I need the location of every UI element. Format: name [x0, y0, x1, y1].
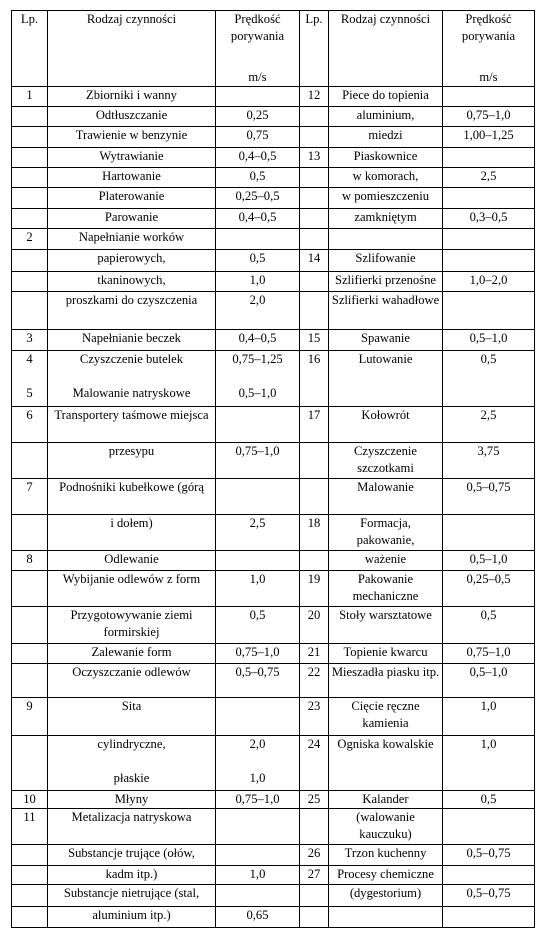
cell-lp-right	[300, 168, 329, 188]
cell-speed-left: 0,5	[216, 249, 300, 271]
cell-activity-right	[329, 907, 443, 928]
cell-activity-right: w pomieszczeniu	[329, 188, 443, 209]
cell-activity-right: Cięcie ręczne kamienia	[329, 697, 443, 735]
table-row	[12, 570, 535, 606]
cell-speed-left: 0,75	[216, 127, 300, 148]
cell-lp-right: 27	[300, 865, 329, 885]
table-row	[12, 735, 535, 790]
cell-activity-right: Stoły warsztatowe	[329, 606, 443, 643]
cell-lp-left: 2	[12, 229, 48, 250]
header-speed-unit-right: m/s	[479, 70, 498, 84]
cell-speed-right: 0,25–0,5	[443, 570, 535, 606]
cell-activity-right: Szlifierki przenośne	[329, 271, 443, 292]
cell-lp-left	[12, 127, 48, 148]
cell-activity-right: Pakowanie mechaniczne	[329, 570, 443, 606]
table-row	[12, 442, 535, 478]
cell-activity-right: Procesy chemiczne	[329, 865, 443, 885]
cell-lp-right	[300, 271, 329, 292]
table-row	[12, 271, 535, 292]
cell-lp-left: 4 5	[12, 351, 48, 407]
cell-activity-left: Napełnianie worków	[48, 229, 216, 250]
cell-speed-left: 1,0	[216, 570, 300, 606]
cell-activity-left: Zalewanie form	[48, 644, 216, 664]
cell-speed-left	[216, 551, 300, 571]
cell-activity-right: aluminium,	[329, 106, 443, 127]
table-body	[12, 87, 535, 928]
cell-lp-right: 26	[300, 845, 329, 866]
cell-lp-left	[12, 292, 48, 330]
cell-lp-left	[12, 570, 48, 606]
cell-lp-right	[300, 127, 329, 148]
header-speed-right	[443, 11, 535, 87]
cell-activity-left: Substancje trujące (ołów,	[48, 845, 216, 866]
table-row	[12, 351, 535, 407]
cell-lp-left	[12, 442, 48, 478]
table-row	[12, 790, 535, 809]
cell-speed-left: 0,5–0,75	[216, 663, 300, 697]
cell-lp-left	[12, 249, 48, 271]
cell-speed-right	[443, 515, 535, 551]
cell-activity-left: Odlewanie	[48, 551, 216, 571]
cell-lp-right: 16	[300, 351, 329, 407]
table-row	[12, 208, 535, 229]
cell-lp-left	[12, 106, 48, 127]
cell-activity-left: Odtłuszczanie	[48, 106, 216, 127]
cell-speed-right: 0,75–1,0	[443, 106, 535, 127]
cell-activity-left: cylindryczne, płaskie	[48, 735, 216, 790]
cell-speed-left: 0,4–0,5	[216, 147, 300, 168]
header-speed-left	[216, 11, 300, 87]
cell-speed-right	[443, 87, 535, 107]
cell-speed-right	[443, 249, 535, 271]
cell-lp-left	[12, 515, 48, 551]
cell-lp-left	[12, 147, 48, 168]
cell-activity-left: Oczyszczanie odlewów	[48, 663, 216, 697]
cell-lp-right	[300, 188, 329, 209]
cell-lp-right	[300, 208, 329, 229]
header-speed-title-right: Prędkość porywania	[461, 12, 516, 43]
cell-lp-right	[300, 885, 329, 907]
cell-speed-left: 0,4–0,5	[216, 208, 300, 229]
cell-lp-left	[12, 865, 48, 885]
cell-activity-right: Spawanie	[329, 330, 443, 351]
cell-speed-right: 3,75	[443, 442, 535, 478]
cell-activity-right: zamkniętym	[329, 208, 443, 229]
cell-speed-left: 2,0 1,0	[216, 735, 300, 790]
table-row	[12, 106, 535, 127]
cell-speed-right: 0,5	[443, 606, 535, 643]
cell-lp-right: 24	[300, 735, 329, 790]
cell-lp-right	[300, 478, 329, 514]
cell-activity-right: Topienie kwarcu	[329, 644, 443, 664]
table-row	[12, 907, 535, 928]
header-speed-title-left: Prędkość porywania	[230, 12, 285, 43]
cell-speed-left: 0,25–0,5	[216, 188, 300, 209]
cell-speed-left	[216, 697, 300, 735]
cell-activity-left: aluminium itp.)	[48, 907, 216, 928]
cell-activity-left: Napełnianie beczek	[48, 330, 216, 351]
cell-lp-right	[300, 809, 329, 845]
cell-speed-left: 0,5	[216, 168, 300, 188]
cell-speed-left: 0,75–1,25 0,5–1,0	[216, 351, 300, 407]
table-row	[12, 551, 535, 571]
cell-speed-right: 0,3–0,5	[443, 208, 535, 229]
table-row	[12, 644, 535, 664]
cell-lp-left	[12, 663, 48, 697]
cell-lp-right	[300, 292, 329, 330]
cell-lp-left	[12, 644, 48, 664]
cell-activity-left: Hartowanie	[48, 168, 216, 188]
cell-speed-right	[443, 147, 535, 168]
cell-lp-right: 17	[300, 406, 329, 442]
cell-activity-right: Lutowanie	[329, 351, 443, 407]
table-row	[12, 478, 535, 514]
cell-activity-left: Wytrawianie	[48, 147, 216, 168]
table-row	[12, 188, 535, 209]
cell-lp-right: 21	[300, 644, 329, 664]
cell-activity-right	[329, 229, 443, 250]
cell-lp-left: 8	[12, 551, 48, 571]
cell-speed-left	[216, 809, 300, 845]
cell-speed-left: 2,0	[216, 292, 300, 330]
cell-lp-left	[12, 735, 48, 790]
cell-lp-right: 15	[300, 330, 329, 351]
cell-lp-left: 11	[12, 809, 48, 845]
header-lp-left: Lp.	[12, 11, 48, 87]
table-row	[12, 292, 535, 330]
table-row	[12, 515, 535, 551]
cell-lp-left	[12, 188, 48, 209]
cell-speed-left	[216, 406, 300, 442]
table-row	[12, 249, 535, 271]
cell-speed-left	[216, 229, 300, 250]
table-row	[12, 885, 535, 907]
cell-activity-left: Wybijanie odlewów z form	[48, 570, 216, 606]
cell-activity-left: Transportery taśmowe miejsca	[48, 406, 216, 442]
cell-lp-right	[300, 229, 329, 250]
cell-lp-left: 7	[12, 478, 48, 514]
cell-speed-right: 2,5	[443, 168, 535, 188]
cell-lp-left	[12, 606, 48, 643]
cell-lp-right: 22	[300, 663, 329, 697]
table-row	[12, 330, 535, 351]
cell-lp-left	[12, 168, 48, 188]
cell-speed-left: 0,25	[216, 106, 300, 127]
speed-table	[11, 10, 535, 928]
cell-activity-right: (walowanie kauczuku)	[329, 809, 443, 845]
cell-speed-left: 1,0	[216, 865, 300, 885]
table-row	[12, 168, 535, 188]
cell-activity-left: Zbiorniki i wanny	[48, 87, 216, 107]
cell-activity-right: Trzon kuchenny	[329, 845, 443, 866]
cell-speed-right: 1,0	[443, 735, 535, 790]
table-row	[12, 697, 535, 735]
cell-activity-left: i dołem)	[48, 515, 216, 551]
cell-speed-left: 0,4–0,5	[216, 330, 300, 351]
cell-activity-left: Parowanie	[48, 208, 216, 229]
cell-activity-left: Sita	[48, 697, 216, 735]
cell-speed-left	[216, 478, 300, 514]
cell-lp-right: 25	[300, 790, 329, 809]
cell-speed-right: 0,5–0,75	[443, 845, 535, 866]
cell-speed-left: 2,5	[216, 515, 300, 551]
cell-speed-left: 0,5	[216, 606, 300, 643]
cell-speed-left: 1,0	[216, 271, 300, 292]
table-row	[12, 147, 535, 168]
cell-activity-right: Formacja, pakowanie,	[329, 515, 443, 551]
cell-lp-left: 1	[12, 87, 48, 107]
cell-lp-right	[300, 551, 329, 571]
cell-speed-right	[443, 229, 535, 250]
cell-speed-left	[216, 87, 300, 107]
cell-speed-right: 0,5–0,75	[443, 478, 535, 514]
cell-activity-right: Malowanie	[329, 478, 443, 514]
cell-lp-right: 23	[300, 697, 329, 735]
cell-speed-left	[216, 845, 300, 866]
cell-speed-right	[443, 865, 535, 885]
table-row	[12, 606, 535, 643]
cell-lp-left: 10	[12, 790, 48, 809]
cell-lp-right	[300, 106, 329, 127]
cell-speed-left: 0,65	[216, 907, 300, 928]
header-activity-right: Rodzaj czynności	[329, 11, 443, 87]
header-row	[12, 11, 535, 87]
cell-lp-left	[12, 271, 48, 292]
cell-activity-right: miedzi	[329, 127, 443, 148]
header-activity-left: Rodzaj czynności	[48, 11, 216, 87]
cell-speed-right	[443, 188, 535, 209]
table-row	[12, 127, 535, 148]
cell-activity-left: Trawienie w benzynie	[48, 127, 216, 148]
cell-speed-right	[443, 292, 535, 330]
cell-activity-left: kadm itp.)	[48, 865, 216, 885]
table-row	[12, 809, 535, 845]
table-row	[12, 229, 535, 250]
cell-activity-left: Platerowanie	[48, 188, 216, 209]
cell-lp-right	[300, 907, 329, 928]
cell-speed-right: 0,75–1,0	[443, 644, 535, 664]
cell-speed-left: 0,75–1,0	[216, 644, 300, 664]
table-row	[12, 663, 535, 697]
cell-activity-right: Czyszczenie szczotkami	[329, 442, 443, 478]
cell-lp-left: 9	[12, 697, 48, 735]
cell-activity-left: papierowych,	[48, 249, 216, 271]
cell-activity-left: proszkami do czyszczenia	[48, 292, 216, 330]
cell-activity-right: ważenie	[329, 551, 443, 571]
cell-speed-right: 1,00–1,25	[443, 127, 535, 148]
cell-speed-left	[216, 885, 300, 907]
cell-activity-right: Piece do topienia	[329, 87, 443, 107]
cell-lp-left	[12, 907, 48, 928]
cell-lp-right: 18	[300, 515, 329, 551]
cell-lp-left: 6	[12, 406, 48, 442]
cell-speed-right: 1,0	[443, 697, 535, 735]
cell-speed-right: 0,5–1,0	[443, 551, 535, 571]
header-lp-right: Lp.	[300, 11, 329, 87]
cell-lp-left	[12, 208, 48, 229]
cell-lp-left	[12, 885, 48, 907]
cell-lp-left	[12, 845, 48, 866]
cell-speed-right: 0,5	[443, 790, 535, 809]
cell-speed-right	[443, 907, 535, 928]
cell-lp-right: 12	[300, 87, 329, 107]
cell-activity-left: Podnośniki kubełkowe (górą	[48, 478, 216, 514]
cell-activity-right: Kalander	[329, 790, 443, 809]
cell-speed-right: 0,5–1,0	[443, 330, 535, 351]
table-row	[12, 406, 535, 442]
cell-activity-right: Szlifierki wahadłowe	[329, 292, 443, 330]
cell-activity-right: Mieszadła piasku itp.	[329, 663, 443, 697]
table-row	[12, 845, 535, 866]
cell-activity-left: przesypu	[48, 442, 216, 478]
cell-activity-left: Młyny	[48, 790, 216, 809]
cell-speed-left: 0,75–1,0	[216, 442, 300, 478]
cell-activity-right: w komorach,	[329, 168, 443, 188]
cell-speed-right	[443, 809, 535, 845]
cell-speed-right: 2,5	[443, 406, 535, 442]
table-row	[12, 87, 535, 107]
table-row	[12, 865, 535, 885]
cell-activity-right: Ogniska kowalskie	[329, 735, 443, 790]
cell-activity-left: tkaninowych,	[48, 271, 216, 292]
cell-activity-left: Przygotowywanie ziemi formirskiej	[48, 606, 216, 643]
cell-lp-right: 13	[300, 147, 329, 168]
cell-activity-left: Substancje nietrujące (stal,	[48, 885, 216, 907]
cell-lp-right: 20	[300, 606, 329, 643]
cell-lp-right: 14	[300, 249, 329, 271]
cell-speed-right: 1,0–2,0	[443, 271, 535, 292]
cell-activity-left: Metalizacja natryskowa	[48, 809, 216, 845]
cell-lp-right: 19	[300, 570, 329, 606]
cell-speed-right: 0,5	[443, 351, 535, 407]
cell-lp-right	[300, 442, 329, 478]
cell-speed-left: 0,75–1,0	[216, 790, 300, 809]
header-speed-unit-left: m/s	[248, 70, 267, 84]
cell-activity-right: (dygestorium)	[329, 885, 443, 907]
cell-lp-left: 3	[12, 330, 48, 351]
cell-speed-right: 0,5–1,0	[443, 663, 535, 697]
cell-activity-right: Kołowrót	[329, 406, 443, 442]
cell-speed-right: 0,5–0,75	[443, 885, 535, 907]
cell-activity-right: Szlifowanie	[329, 249, 443, 271]
cell-activity-left: Czyszczenie butelek Malowanie natryskowe	[48, 351, 216, 407]
cell-activity-right: Piaskownice	[329, 147, 443, 168]
